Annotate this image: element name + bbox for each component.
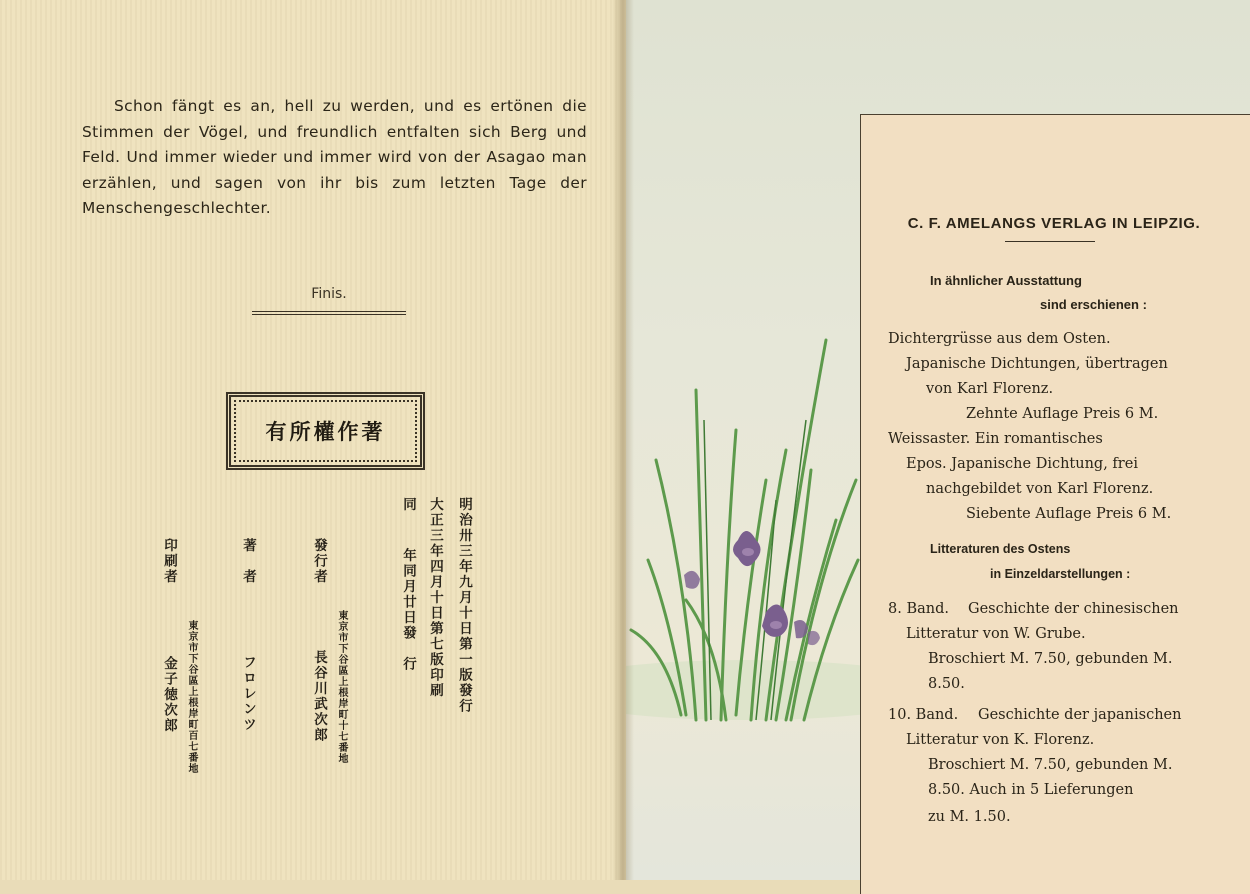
book-2-price: Siebente Auflage Preis 6 M.: [966, 506, 1172, 522]
left-page: [0, 0, 622, 880]
book-1-title: Dichtergrüsse aus dem Osten.: [888, 331, 1111, 347]
colophon-date-issue: 年同月廿日發 行: [400, 548, 416, 672]
volume-8-line-4: 8.50.: [928, 676, 965, 692]
book-2-title: Weissaster. Ein romantisches: [888, 431, 1103, 447]
copyright-stamp: [226, 392, 425, 470]
copyright-stamp-text: 有所權作著: [265, 419, 386, 444]
colophon-publisher-label: 發行者: [311, 538, 327, 585]
book-1-line-2: Japanische Dichtungen, übertragen: [906, 356, 1168, 372]
section-1-heading-line-1: In ähnlicher Ausstattung: [930, 273, 1082, 288]
closing-paragraph-text: Schon fängt es an, hell zu werden, und es ertönen die Stimmen der Vögel, und freundlich entfalten sich Berg und Feld. Und immer wieder und immer wird von der Asagao man erzählen, und sagen von ihr bis zum letzten Tage der Menschengeschlechter.: [82, 97, 587, 217]
volume-10-line-4: 8.50. Auch in 5 Lieferungen: [928, 782, 1134, 798]
section-2-heading-line-1: Litteraturen des Ostens: [930, 542, 1071, 556]
volume-10-label: 10. Band.: [888, 707, 959, 723]
volume-10-line-3: Broschiert M. 7.50, gebunden M.: [928, 757, 1173, 773]
colophon-publisher-address: 東京市下谷區上根岸町十七番地: [336, 610, 347, 764]
publisher-heading: C. F. AMELANGS VERLAG IN LEIPZIG.: [907, 215, 1201, 232]
finis-rule-double: [252, 314, 406, 315]
section-2-heading-line-2: in Einzeldarstellungen :: [990, 567, 1131, 581]
finis-label: Finis.: [311, 286, 347, 302]
book-gutter: [612, 0, 634, 880]
publisher-heading-rule: [1005, 241, 1095, 242]
colophon-printer-address: 東京市下谷區上根岸町百七番地: [186, 620, 197, 774]
colophon-author-label: 著 者: [240, 538, 256, 585]
colophon-date-first-edition: 明治卅三年九月十日第一版發行: [456, 497, 472, 714]
closing-paragraph: [82, 94, 587, 222]
colophon-printer-label: 印刷者: [161, 538, 177, 585]
volume-8-line-1: Geschichte der chinesischen: [968, 601, 1179, 617]
volume-10-line-5: zu M. 1.50.: [928, 809, 1011, 825]
colophon-date-seventh-edition: 大正三年四月十日第七版印刷: [427, 497, 443, 699]
book-1-line-3: von Karl Florenz.: [926, 381, 1054, 397]
volume-10-line-2: Litteratur von K. Florenz.: [906, 732, 1095, 748]
colophon-date-same-prefix: 同: [400, 497, 416, 513]
colophon-author-name: フロレンツ: [240, 655, 256, 733]
colophon-printer-name: 金子徳次郎: [161, 656, 177, 734]
volume-8-line-2: Litteratur von W. Grube.: [906, 626, 1086, 642]
colophon-publisher-name: 長谷川武次郎: [311, 650, 327, 743]
book-1-price: Zehnte Auflage Preis 6 M.: [966, 406, 1159, 422]
finis-rule: [252, 311, 406, 312]
book-2-line-3: nachgebildet von Karl Florenz.: [926, 481, 1154, 497]
volume-10-line-1: Geschichte der japanischen: [978, 707, 1182, 723]
book-2-line-2: Epos. Japanische Dichtung, frei: [906, 456, 1138, 472]
volume-8-label: 8. Band.: [888, 601, 949, 617]
section-1-heading-line-2: sind erschienen :: [1040, 297, 1147, 312]
volume-8-line-3: Broschiert M. 7.50, gebunden M.: [928, 651, 1173, 667]
